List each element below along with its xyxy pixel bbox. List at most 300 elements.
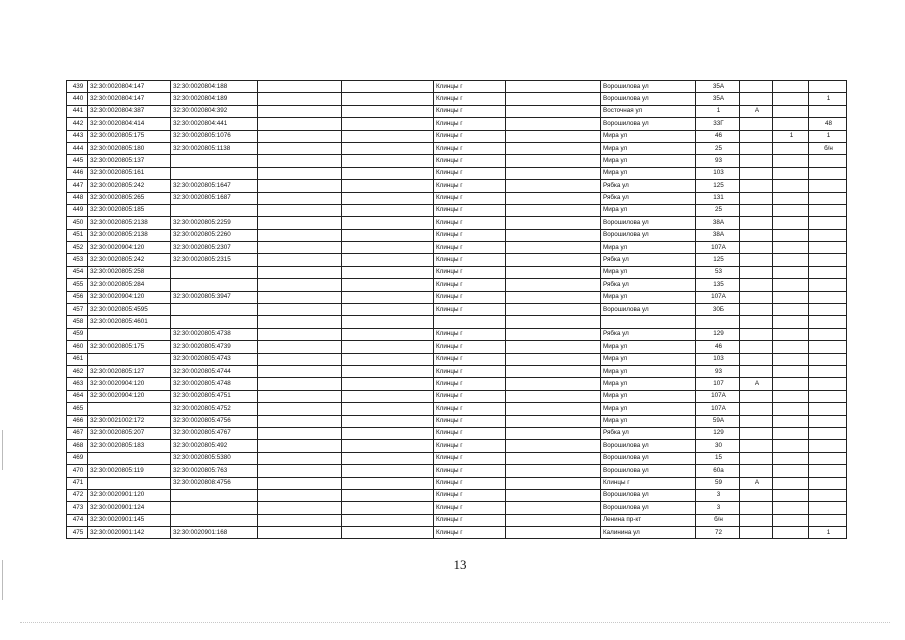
empty-cell xyxy=(506,328,601,340)
cadastral-number-land: 32:30:0020805:119 xyxy=(88,465,171,477)
empty-cell xyxy=(506,341,601,353)
city-cell: Клинцы г xyxy=(434,155,506,167)
scan-margin-mark xyxy=(2,560,3,600)
building-cell xyxy=(773,167,809,179)
empty-cell xyxy=(342,291,434,303)
street-cell xyxy=(601,316,696,328)
city-cell: Клинцы г xyxy=(434,489,506,501)
letter-cell xyxy=(740,192,773,204)
row-number: 466 xyxy=(67,415,88,427)
letter-cell xyxy=(740,502,773,514)
cadastral-number-object: 32:30:0020805:3947 xyxy=(171,291,258,303)
building-cell xyxy=(773,427,809,439)
cadastral-number-land: 32:30:0020904:120 xyxy=(88,390,171,402)
cadastral-number-land xyxy=(88,477,171,489)
letter-cell: А xyxy=(740,105,773,117)
cadastral-number-object: 32:30:0020805:4739 xyxy=(171,341,258,353)
empty-cell xyxy=(506,316,601,328)
street-cell: Клинцы г xyxy=(601,477,696,489)
empty-cell xyxy=(342,527,434,539)
empty-cell xyxy=(506,452,601,464)
apartment-cell xyxy=(809,229,847,241)
table-row xyxy=(67,365,847,377)
empty-cell xyxy=(258,477,342,489)
building-cell xyxy=(773,304,809,316)
city-cell: Клинцы г xyxy=(434,365,506,377)
street-cell: Мира ул xyxy=(601,378,696,390)
house-number-cell: б/н xyxy=(696,514,740,526)
house-number-cell: 35А xyxy=(696,93,740,105)
empty-cell xyxy=(342,452,434,464)
empty-cell xyxy=(342,254,434,266)
apartment-cell xyxy=(809,390,847,402)
empty-cell xyxy=(506,279,601,291)
empty-cell xyxy=(506,105,601,117)
empty-cell xyxy=(342,353,434,365)
apartment-cell xyxy=(809,217,847,229)
empty-cell xyxy=(506,254,601,266)
street-cell: Рябка ул xyxy=(601,328,696,340)
letter-cell xyxy=(740,229,773,241)
street-cell: Ворошилова ул xyxy=(601,489,696,501)
city-cell: Клинцы г xyxy=(434,204,506,216)
house-number-cell: 25 xyxy=(696,142,740,154)
empty-cell xyxy=(342,142,434,154)
street-cell: Мира ул xyxy=(601,403,696,415)
empty-cell xyxy=(342,316,434,328)
building-cell xyxy=(773,118,809,130)
street-cell: Мира ул xyxy=(601,390,696,402)
street-cell: Рябка ул xyxy=(601,192,696,204)
house-number-cell: 131 xyxy=(696,192,740,204)
empty-cell xyxy=(258,130,342,142)
city-cell: Клинцы г xyxy=(434,304,506,316)
city-cell: Клинцы г xyxy=(434,403,506,415)
cadastral-number-object: 32:30:0020804:392 xyxy=(171,105,258,117)
house-number-cell: 125 xyxy=(696,254,740,266)
empty-cell xyxy=(506,514,601,526)
empty-cell xyxy=(258,378,342,390)
row-number: 450 xyxy=(67,217,88,229)
letter-cell xyxy=(740,465,773,477)
row-number: 456 xyxy=(67,291,88,303)
city-cell: Клинцы г xyxy=(434,527,506,539)
letter-cell xyxy=(740,427,773,439)
street-cell: Ворошилова ул xyxy=(601,229,696,241)
empty-cell xyxy=(342,242,434,254)
empty-cell xyxy=(258,155,342,167)
empty-cell xyxy=(258,489,342,501)
table-row xyxy=(67,93,847,105)
street-cell: Ворошилова ул xyxy=(601,502,696,514)
empty-cell xyxy=(342,403,434,415)
empty-cell xyxy=(258,229,342,241)
street-cell: Мира ул xyxy=(601,142,696,154)
letter-cell: А xyxy=(740,477,773,489)
house-number-cell: 59А xyxy=(696,415,740,427)
apartment-cell xyxy=(809,155,847,167)
table-row xyxy=(67,242,847,254)
house-number-cell: 33Г xyxy=(696,118,740,130)
city-cell: Клинцы г xyxy=(434,378,506,390)
table-row xyxy=(67,204,847,216)
empty-cell xyxy=(258,291,342,303)
row-number: 473 xyxy=(67,502,88,514)
empty-cell xyxy=(258,81,342,93)
house-number-cell: 107А xyxy=(696,242,740,254)
cadastral-number-object: 32:30:0020804:441 xyxy=(171,118,258,130)
street-cell: Ворошилова ул xyxy=(601,304,696,316)
row-number: 462 xyxy=(67,365,88,377)
cadastral-number-land: 32:30:0020805:183 xyxy=(88,440,171,452)
building-cell xyxy=(773,341,809,353)
table-row xyxy=(67,514,847,526)
empty-cell xyxy=(506,390,601,402)
apartment-cell xyxy=(809,353,847,365)
cadastral-number-object: 32:30:0020808:4756 xyxy=(171,477,258,489)
letter-cell xyxy=(740,452,773,464)
house-number-cell: 38А xyxy=(696,229,740,241)
house-number-cell: 93 xyxy=(696,365,740,377)
letter-cell xyxy=(740,266,773,278)
row-number: 445 xyxy=(67,155,88,167)
house-number-cell: 60а xyxy=(696,465,740,477)
table-row xyxy=(67,527,847,539)
row-number: 475 xyxy=(67,527,88,539)
street-cell: Мира ул xyxy=(601,291,696,303)
apartment-cell: 48 xyxy=(809,118,847,130)
cadastral-number-land: 32:30:0020805:175 xyxy=(88,130,171,142)
empty-cell xyxy=(506,477,601,489)
house-number-cell: 103 xyxy=(696,353,740,365)
building-cell xyxy=(773,217,809,229)
empty-cell xyxy=(258,192,342,204)
empty-cell xyxy=(258,316,342,328)
empty-cell xyxy=(506,527,601,539)
building-cell xyxy=(773,365,809,377)
building-cell xyxy=(773,81,809,93)
building-cell xyxy=(773,266,809,278)
table-row xyxy=(67,266,847,278)
row-number: 455 xyxy=(67,279,88,291)
row-number: 442 xyxy=(67,118,88,130)
table-row xyxy=(67,192,847,204)
apartment-cell: б/н xyxy=(809,142,847,154)
table-row xyxy=(67,254,847,266)
apartment-cell xyxy=(809,415,847,427)
empty-cell xyxy=(506,266,601,278)
empty-cell xyxy=(342,118,434,130)
empty-cell xyxy=(506,81,601,93)
letter-cell xyxy=(740,316,773,328)
city-cell: Клинцы г xyxy=(434,502,506,514)
empty-cell xyxy=(258,341,342,353)
apartment-cell xyxy=(809,341,847,353)
building-cell xyxy=(773,291,809,303)
house-number-cell: 59 xyxy=(696,477,740,489)
apartment-cell xyxy=(809,502,847,514)
table-body xyxy=(67,81,847,539)
row-number: 448 xyxy=(67,192,88,204)
house-number-cell: 30Б xyxy=(696,304,740,316)
house-number-cell: 107 xyxy=(696,378,740,390)
row-number: 459 xyxy=(67,328,88,340)
table-row xyxy=(67,167,847,179)
empty-cell xyxy=(258,93,342,105)
street-cell: Ворошилова ул xyxy=(601,118,696,130)
cadastral-number-land: 32:30:0020805:127 xyxy=(88,365,171,377)
cadastral-number-object: 32:30:0020805:5380 xyxy=(171,452,258,464)
letter-cell xyxy=(740,514,773,526)
empty-cell xyxy=(342,378,434,390)
table-row xyxy=(67,415,847,427)
street-cell: Мира ул xyxy=(601,365,696,377)
empty-cell xyxy=(342,93,434,105)
empty-cell xyxy=(506,403,601,415)
cadastral-number-object xyxy=(171,204,258,216)
cadastral-number-object xyxy=(171,155,258,167)
house-number-cell: 30 xyxy=(696,440,740,452)
house-number-cell: 125 xyxy=(696,180,740,192)
cadastral-number-object: 32:30:0020805:4748 xyxy=(171,378,258,390)
apartment-cell xyxy=(809,254,847,266)
building-cell xyxy=(773,489,809,501)
apartment-cell xyxy=(809,328,847,340)
row-number: 464 xyxy=(67,390,88,402)
table-row xyxy=(67,502,847,514)
empty-cell xyxy=(342,390,434,402)
empty-cell xyxy=(342,328,434,340)
cadastral-number-object xyxy=(171,167,258,179)
city-cell: Клинцы г xyxy=(434,415,506,427)
apartment-cell xyxy=(809,304,847,316)
empty-cell xyxy=(258,415,342,427)
row-number: 449 xyxy=(67,204,88,216)
row-number: 463 xyxy=(67,378,88,390)
city-cell: Клинцы г xyxy=(434,118,506,130)
row-number: 468 xyxy=(67,440,88,452)
cadastral-number-object: 32:30:0020805:492 xyxy=(171,440,258,452)
cadastral-number-object: 32:30:0020805:4743 xyxy=(171,353,258,365)
empty-cell xyxy=(258,180,342,192)
empty-cell xyxy=(506,167,601,179)
table-row xyxy=(67,180,847,192)
empty-cell xyxy=(342,427,434,439)
street-cell: Рябка ул xyxy=(601,279,696,291)
apartment-cell: 1 xyxy=(809,93,847,105)
empty-cell xyxy=(342,514,434,526)
empty-cell xyxy=(342,477,434,489)
letter-cell xyxy=(740,217,773,229)
letter-cell xyxy=(740,254,773,266)
empty-cell xyxy=(342,279,434,291)
table-row xyxy=(67,316,847,328)
apartment-cell xyxy=(809,180,847,192)
row-number: 461 xyxy=(67,353,88,365)
building-cell xyxy=(773,93,809,105)
empty-cell xyxy=(258,217,342,229)
city-cell: Клинцы г xyxy=(434,514,506,526)
house-number-cell: 93 xyxy=(696,155,740,167)
house-number-cell: 129 xyxy=(696,328,740,340)
empty-cell xyxy=(258,279,342,291)
cadastral-number-object: 32:30:0020805:1138 xyxy=(171,142,258,154)
table-row xyxy=(67,291,847,303)
cadastral-number-object: 32:30:0020805:2315 xyxy=(171,254,258,266)
table-row xyxy=(67,328,847,340)
cadastral-number-land: 32:30:0020805:284 xyxy=(88,279,171,291)
cadastral-number-object xyxy=(171,514,258,526)
apartment-cell xyxy=(809,378,847,390)
building-cell xyxy=(773,204,809,216)
city-cell: Клинцы г xyxy=(434,105,506,117)
row-number: 447 xyxy=(67,180,88,192)
empty-cell xyxy=(342,192,434,204)
cadastral-number-land: 32:30:0020904:120 xyxy=(88,378,171,390)
empty-cell xyxy=(258,204,342,216)
empty-cell xyxy=(258,465,342,477)
house-number-cell: 53 xyxy=(696,266,740,278)
empty-cell xyxy=(342,204,434,216)
street-cell: Калинина ул xyxy=(601,527,696,539)
cadastral-number-object: 32:30:0020805:4744 xyxy=(171,365,258,377)
empty-cell xyxy=(506,427,601,439)
empty-cell xyxy=(342,266,434,278)
building-cell xyxy=(773,440,809,452)
apartment-cell xyxy=(809,81,847,93)
row-number: 474 xyxy=(67,514,88,526)
cadastral-number-land xyxy=(88,452,171,464)
street-cell: Ворошилова ул xyxy=(601,440,696,452)
apartment-cell xyxy=(809,204,847,216)
letter-cell xyxy=(740,365,773,377)
cadastral-number-object: 32:30:0020805:2307 xyxy=(171,242,258,254)
apartment-cell xyxy=(809,105,847,117)
apartment-cell xyxy=(809,440,847,452)
empty-cell xyxy=(258,514,342,526)
city-cell: Клинцы г xyxy=(434,242,506,254)
empty-cell xyxy=(506,93,601,105)
cadastral-number-land: 32:30:0020901:142 xyxy=(88,527,171,539)
empty-cell xyxy=(342,415,434,427)
table-row xyxy=(67,142,847,154)
building-cell xyxy=(773,192,809,204)
street-cell: Рябка ул xyxy=(601,254,696,266)
table-row xyxy=(67,105,847,117)
building-cell xyxy=(773,328,809,340)
table-row xyxy=(67,353,847,365)
apartment-cell xyxy=(809,167,847,179)
letter-cell xyxy=(740,93,773,105)
street-cell: Мира ул xyxy=(601,130,696,142)
cadastral-number-land: 32:30:0020804:387 xyxy=(88,105,171,117)
cadastral-number-object xyxy=(171,266,258,278)
empty-cell xyxy=(258,452,342,464)
house-number-cell: 129 xyxy=(696,427,740,439)
empty-cell xyxy=(342,130,434,142)
row-number: 472 xyxy=(67,489,88,501)
empty-cell xyxy=(258,427,342,439)
empty-cell xyxy=(506,353,601,365)
letter-cell xyxy=(740,341,773,353)
empty-cell xyxy=(342,81,434,93)
cadastral-number-land: 32:30:0020904:120 xyxy=(88,291,171,303)
city-cell: Клинцы г xyxy=(434,192,506,204)
table-row xyxy=(67,427,847,439)
cadastral-number-land: 32:30:0020805:137 xyxy=(88,155,171,167)
building-cell xyxy=(773,378,809,390)
table-row xyxy=(67,378,847,390)
cadastral-number-land: 32:30:0020805:242 xyxy=(88,254,171,266)
empty-cell xyxy=(258,254,342,266)
street-cell: Мира ул xyxy=(601,415,696,427)
cadastral-number-object xyxy=(171,304,258,316)
city-cell: Клинцы г xyxy=(434,328,506,340)
letter-cell xyxy=(740,489,773,501)
apartment-cell xyxy=(809,266,847,278)
cadastral-number-object: 32:30:0020805:1687 xyxy=(171,192,258,204)
empty-cell xyxy=(342,489,434,501)
empty-cell xyxy=(506,180,601,192)
building-cell xyxy=(773,142,809,154)
row-number: 471 xyxy=(67,477,88,489)
street-cell: Ворошилова ул xyxy=(601,452,696,464)
empty-cell xyxy=(258,105,342,117)
row-number: 453 xyxy=(67,254,88,266)
apartment-cell xyxy=(809,316,847,328)
building-cell xyxy=(773,105,809,117)
empty-cell xyxy=(506,217,601,229)
empty-cell xyxy=(506,304,601,316)
house-number-cell: 107А xyxy=(696,390,740,402)
empty-cell xyxy=(258,353,342,365)
empty-cell xyxy=(342,229,434,241)
city-cell: Клинцы г xyxy=(434,291,506,303)
letter-cell xyxy=(740,328,773,340)
city-cell: Клинцы г xyxy=(434,390,506,402)
empty-cell xyxy=(506,465,601,477)
page-number: 13 xyxy=(453,557,467,572)
city-cell: Клинцы г xyxy=(434,142,506,154)
cadastral-number-land: 32:30:0020805:175 xyxy=(88,341,171,353)
empty-cell xyxy=(258,304,342,316)
apartment-cell xyxy=(809,403,847,415)
cadastral-number-object: 32:30:0020805:2259 xyxy=(171,217,258,229)
building-cell xyxy=(773,316,809,328)
cadastral-number-land: 32:30:0020901:145 xyxy=(88,514,171,526)
table-row xyxy=(67,155,847,167)
letter-cell: А xyxy=(740,378,773,390)
empty-cell xyxy=(342,167,434,179)
building-cell xyxy=(773,403,809,415)
letter-cell xyxy=(740,180,773,192)
street-cell: Мира ул xyxy=(601,266,696,278)
letter-cell xyxy=(740,291,773,303)
letter-cell xyxy=(740,142,773,154)
building-cell xyxy=(773,514,809,526)
building-cell xyxy=(773,180,809,192)
building-cell xyxy=(773,229,809,241)
apartment-cell xyxy=(809,427,847,439)
apartment-cell xyxy=(809,279,847,291)
empty-cell xyxy=(506,440,601,452)
row-number: 452 xyxy=(67,242,88,254)
cadastral-number-land xyxy=(88,403,171,415)
building-cell xyxy=(773,452,809,464)
city-cell: Клинцы г xyxy=(434,353,506,365)
cadastral-number-land: 32:30:0021002:172 xyxy=(88,415,171,427)
street-cell: Ворошилова ул xyxy=(601,465,696,477)
